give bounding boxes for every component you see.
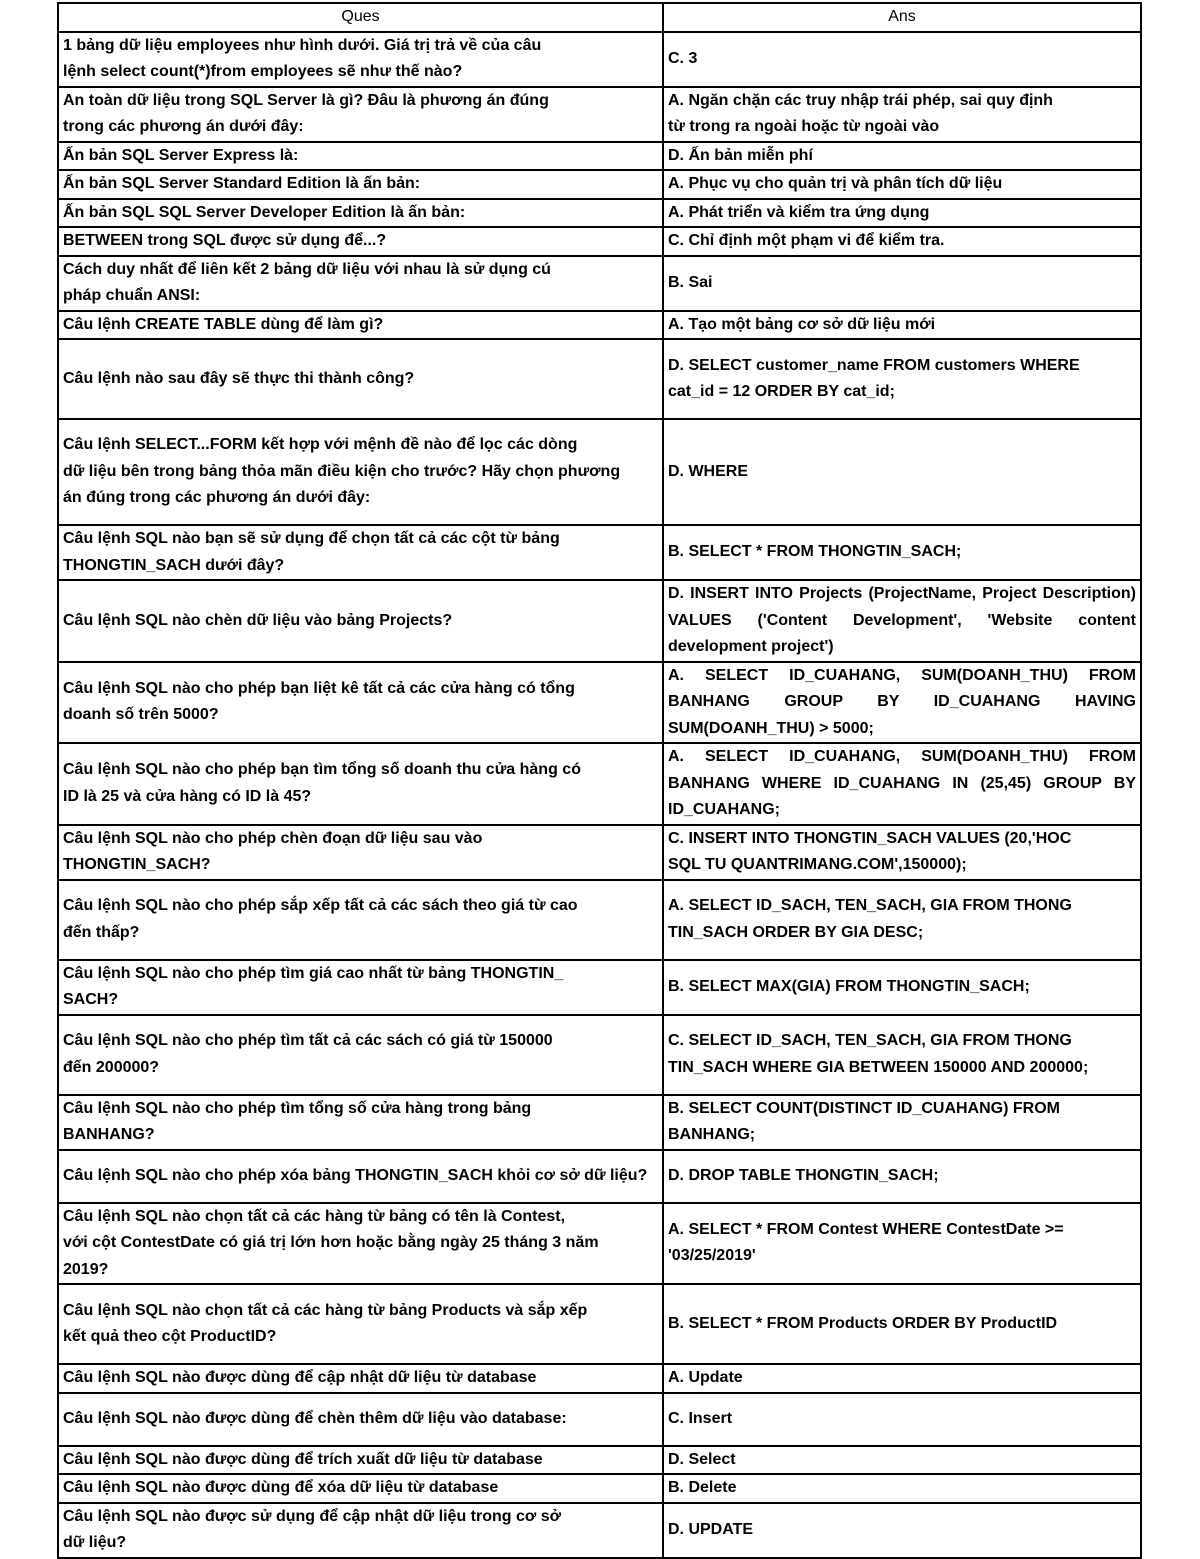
table-row xyxy=(58,1015,1141,1095)
answer-cell: D. Ấn bản miễn phí xyxy=(663,142,1141,171)
question-cell: Ấn bản SQL Server Express là: xyxy=(58,142,663,171)
table-row xyxy=(58,960,1141,1015)
table-row xyxy=(58,227,1141,256)
table-row xyxy=(58,1284,1141,1364)
question-cell: Câu lệnh SQL nào cho phép xóa bảng THONGTIN_SACH khỏi cơ sở dữ liệu? xyxy=(58,1150,663,1203)
table-row xyxy=(58,170,1141,199)
question-cell: Câu lệnh SQL nào cho phép tìm tổng số cửa hàng trong bảng BANHANG? xyxy=(58,1095,663,1150)
table-row xyxy=(58,339,1141,419)
question-cell: Câu lệnh SQL nào cho phép sắp xếp tất cả các sách theo giá từ cao đến thấp? xyxy=(58,880,663,960)
answer-cell: A. Ngăn chặn các truy nhập trái phép, sai quy định từ trong ra ngoài hoặc từ ngoài vào xyxy=(663,87,1141,142)
answer-cell: C. Insert xyxy=(663,1393,1141,1446)
answer-cell: C. SELECT ID_SACH, TEN_SACH, GIA FROM THONG TIN_SACH WHERE GIA BETWEEN 150000 AND 200000; xyxy=(663,1015,1141,1095)
answer-cell: D. INSERT INTO Projects (ProjectName, Project Description) VALUES ('Content Development', 'Website content development project') xyxy=(663,580,1141,662)
question-cell: Câu lệnh SQL nào được dùng để cập nhật dữ liệu từ database xyxy=(58,1364,663,1393)
table-row xyxy=(58,256,1141,311)
answer-cell: A. SELECT * FROM Contest WHERE ContestDate >= '03/25/2019' xyxy=(663,1203,1141,1285)
answer-cell: B. SELECT * FROM THONGTIN_SACH; xyxy=(663,525,1141,580)
qa-sheet xyxy=(57,2,1140,1559)
question-cell: Câu lệnh SQL nào bạn sẽ sử dụng để chọn tất cả các cột từ bảng THONGTIN_SACH dưới đây? xyxy=(58,525,663,580)
table-row xyxy=(58,1503,1141,1558)
table-row xyxy=(58,87,1141,142)
question-cell: Câu lệnh SQL nào cho phép tìm giá cao nhất từ bảng THONGTIN_ SACH? xyxy=(58,960,663,1015)
table-row xyxy=(58,662,1141,744)
question-cell: Câu lệnh SQL nào chèn dữ liệu vào bảng Projects? xyxy=(58,580,663,662)
table-row xyxy=(58,1474,1141,1503)
answer-cell: A. SELECT ID_CUAHANG, SUM(DOANH_THU) FROM BANHANG GROUP BY ID_CUAHANG HAVING SUM(DOANH_THU) > 5000; xyxy=(663,662,1141,744)
answer-cell: D. Select xyxy=(663,1446,1141,1475)
answer-cell: D. WHERE xyxy=(663,419,1141,525)
question-cell: Ấn bản SQL SQL Server Developer Edition là ấn bản: xyxy=(58,199,663,228)
answer-cell: B. SELECT COUNT(DISTINCT ID_CUAHANG) FROM BANHANG; xyxy=(663,1095,1141,1150)
question-cell: Câu lệnh SQL nào được dùng để xóa dữ liệu từ database xyxy=(58,1474,663,1503)
question-cell: 1 bảng dữ liệu employees như hình dưới. Giá trị trả về của câu lệnh select count(*)from employees sẽ như thế nào? xyxy=(58,32,663,87)
question-cell: Câu lệnh SQL nào chọn tất cả các hàng từ bảng Products và sắp xếp kết quả theo cột ProductID? xyxy=(58,1284,663,1364)
table-row xyxy=(58,32,1141,87)
table-row xyxy=(58,1446,1141,1475)
answer-cell: D. DROP TABLE THONGTIN_SACH; xyxy=(663,1150,1141,1203)
table-row xyxy=(58,199,1141,228)
table-row xyxy=(58,525,1141,580)
header-question: Ques xyxy=(58,3,663,32)
table-row xyxy=(58,1203,1141,1285)
question-cell: An toàn dữ liệu trong SQL Server là gì? Đâu là phương án đúng trong các phương án dưới đây: xyxy=(58,87,663,142)
question-cell: Câu lệnh SQL nào cho phép bạn liệt kê tất cả các cửa hàng có tổng doanh số trên 5000? xyxy=(58,662,663,744)
table-row xyxy=(58,142,1141,171)
question-cell: Câu lệnh nào sau đây sẽ thực thi thành công? xyxy=(58,339,663,419)
answer-cell: A. SELECT ID_CUAHANG, SUM(DOANH_THU) FROM BANHANG WHERE ID_CUAHANG IN (25,45) GROUP BY ID_CUAHANG; xyxy=(663,743,1141,825)
table-row xyxy=(58,880,1141,960)
answer-cell: A. Phục vụ cho quản trị và phân tích dữ liệu xyxy=(663,170,1141,199)
question-cell: BETWEEN trong SQL được sử dụng để...? xyxy=(58,227,663,256)
answer-cell: B. Delete xyxy=(663,1474,1141,1503)
header-answer: Ans xyxy=(663,3,1141,32)
answer-cell: A. Phát triển và kiểm tra ứng dụng xyxy=(663,199,1141,228)
answer-cell: A. Update xyxy=(663,1364,1141,1393)
table-row xyxy=(58,1150,1141,1203)
answer-cell: D. UPDATE xyxy=(663,1503,1141,1558)
question-cell: Câu lệnh CREATE TABLE dùng để làm gì? xyxy=(58,311,663,340)
question-cell: Câu lệnh SQL nào chọn tất cả các hàng từ bảng có tên là Contest, với cột ContestDate có giá trị lớn hơn hoặc bằng ngày 25 tháng 3 năm 2019? xyxy=(58,1203,663,1285)
answer-cell: A. Tạo một bảng cơ sở dữ liệu mới xyxy=(663,311,1141,340)
answer-cell: B. Sai xyxy=(663,256,1141,311)
question-cell: Cách duy nhất để liên kết 2 bảng dữ liệu với nhau là sử dụng cú pháp chuẩn ANSI: xyxy=(58,256,663,311)
table-row xyxy=(58,1364,1141,1393)
question-cell: Câu lệnh SQL nào cho phép tìm tất cả các sách có giá từ 150000 đến 200000? xyxy=(58,1015,663,1095)
question-cell: Câu lệnh SQL nào cho phép chèn đoạn dữ liệu sau vào THONGTIN_SACH? xyxy=(58,825,663,880)
header-row xyxy=(58,3,1141,32)
qa-table xyxy=(57,2,1142,1559)
answer-cell: B. SELECT * FROM Products ORDER BY ProductID xyxy=(663,1284,1141,1364)
table-row xyxy=(58,743,1141,825)
answer-cell: A. SELECT ID_SACH, TEN_SACH, GIA FROM THONG TIN_SACH ORDER BY GIA DESC; xyxy=(663,880,1141,960)
table-row xyxy=(58,311,1141,340)
table-row xyxy=(58,580,1141,662)
answer-cell: C. 3 xyxy=(663,32,1141,87)
question-cell: Câu lệnh SQL nào cho phép bạn tìm tổng số doanh thu cửa hàng có ID là 25 và cửa hàng có ID là 45? xyxy=(58,743,663,825)
table-row xyxy=(58,419,1141,525)
question-cell: Câu lệnh SQL nào được dùng để trích xuất dữ liệu từ database xyxy=(58,1446,663,1475)
answer-cell: C. INSERT INTO THONGTIN_SACH VALUES (20,'HOC SQL TU QUANTRIMANG.COM',150000); xyxy=(663,825,1141,880)
table-row xyxy=(58,825,1141,880)
question-cell: Câu lệnh SQL nào được sử dụng để cập nhật dữ liệu trong cơ sở dữ liệu? xyxy=(58,1503,663,1558)
answer-cell: D. SELECT customer_name FROM customers WHERE cat_id = 12 ORDER BY cat_id; xyxy=(663,339,1141,419)
answer-cell: B. SELECT MAX(GIA) FROM THONGTIN_SACH; xyxy=(663,960,1141,1015)
answer-cell: C. Chỉ định một phạm vi để kiểm tra. xyxy=(663,227,1141,256)
table-row xyxy=(58,1095,1141,1150)
question-cell: Câu lệnh SQL nào được dùng để chèn thêm dữ liệu vào database: xyxy=(58,1393,663,1446)
question-cell: Ấn bản SQL Server Standard Edition là ấn bản: xyxy=(58,170,663,199)
table-row xyxy=(58,1393,1141,1446)
question-cell: Câu lệnh SELECT...FORM kết hợp với mệnh đề nào để lọc các dòng dữ liệu bên trong bảng thỏa mãn điều kiện cho trước? Hãy chọn phương án đúng trong các phương án dưới đây: xyxy=(58,419,663,525)
